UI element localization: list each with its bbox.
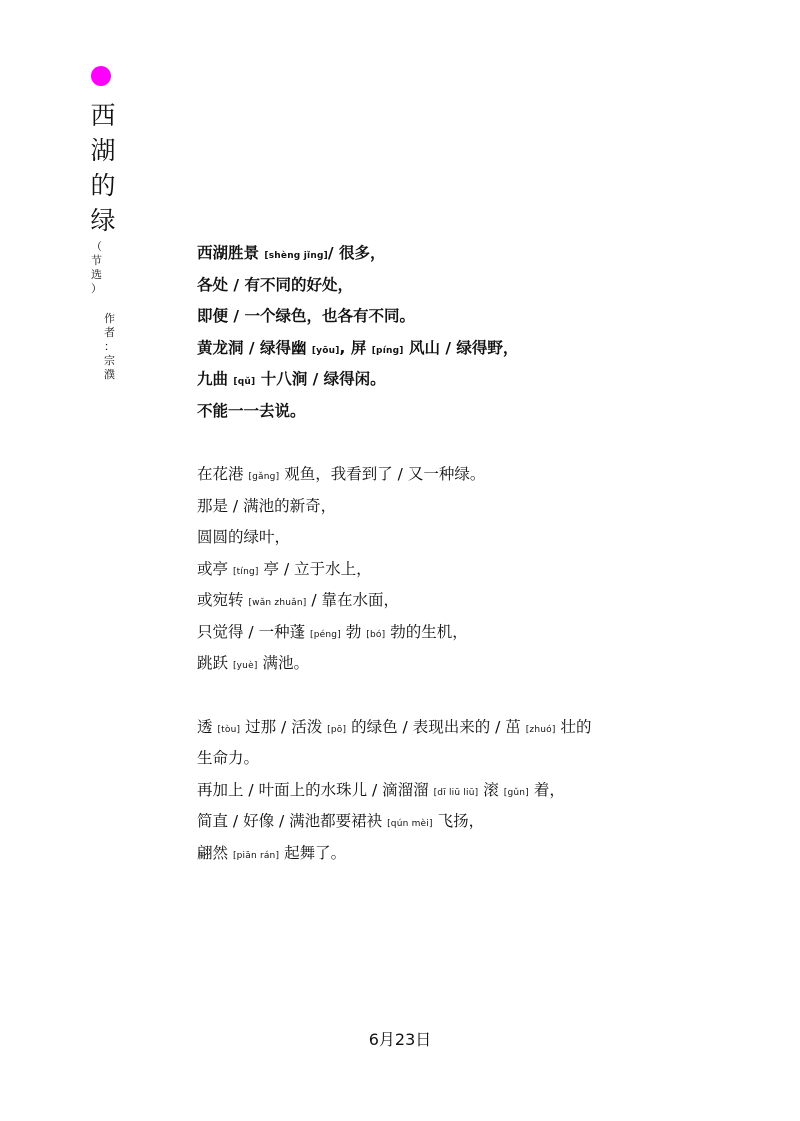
- note-char: 节: [91, 254, 102, 267]
- poem-line: [197, 270, 737, 302]
- title-char: 的: [90, 171, 116, 200]
- poem-line: [197, 585, 737, 617]
- line-text: 着，: [528, 780, 565, 799]
- line-text: 透: [197, 717, 218, 736]
- stanza: [197, 238, 737, 427]
- pinyin-annotation: [dī liū liū]: [433, 787, 479, 798]
- line-text: 壮的: [555, 717, 592, 736]
- poem-line: [197, 238, 737, 270]
- poem-line: [197, 712, 737, 744]
- poem-line: [197, 617, 737, 649]
- poem-line: [197, 775, 737, 807]
- date-footer: 6月23日: [368, 1030, 432, 1049]
- line-text: 满池。: [257, 654, 309, 672]
- poem-line: [197, 364, 737, 396]
- line-text: 黄龙洞 / 绿得幽: [197, 338, 312, 357]
- poem-line: [197, 459, 737, 491]
- poem-line: [197, 743, 737, 775]
- poem-line: [197, 396, 737, 428]
- stanza: [197, 459, 737, 680]
- line-text: / 靠在水面，: [306, 591, 400, 609]
- poem-line: [197, 838, 737, 870]
- line-text: 那是 / 满池的新奇，: [197, 496, 337, 515]
- stanza-gap: [197, 680, 737, 712]
- line-text: 飞扬，: [432, 812, 485, 830]
- pinyin-annotation: [zhuó]: [525, 724, 556, 735]
- note-char: 选: [91, 268, 102, 281]
- poem-line: [197, 491, 737, 523]
- pinyin-annotation: [shèng jǐng]: [264, 251, 328, 261]
- pinyin-annotation: [péng]: [310, 629, 341, 640]
- pinyin-annotation: [yōu]: [311, 345, 340, 356]
- note-char: ）: [91, 282, 102, 295]
- pinyin-annotation: [piān rán]: [232, 850, 280, 861]
- pinyin-annotation: [tòu]: [217, 724, 241, 735]
- note-char: （: [91, 240, 102, 253]
- line-text: / 很多，: [327, 244, 386, 262]
- pinyin-annotation: [píng]: [371, 345, 404, 356]
- pinyin-annotation: [qún mèi]: [387, 819, 433, 829]
- stanza-gap: [197, 427, 737, 459]
- line-text: 观鱼，我看到了 / 又一种绿。: [279, 465, 486, 483]
- title-vertical: [88, 98, 118, 238]
- excerpt-note: [90, 240, 103, 382]
- poem-line: [197, 554, 737, 586]
- line-text: 九曲: [197, 370, 234, 388]
- title-char: 西: [90, 101, 116, 130]
- line-text: 再加上 / 叶面上的水珠儿 / 滴溜溜: [197, 780, 434, 799]
- author-char: 濮: [104, 368, 115, 381]
- line-text: 的绿色 / 表现出来的 / 茁: [346, 717, 526, 736]
- line-text: 圆圆的绿叶，: [197, 528, 291, 546]
- pinyin-annotation: [wǎn zhuǎn]: [248, 598, 307, 608]
- poem-line: [197, 806, 737, 838]
- line-text: 生命力。: [197, 749, 260, 767]
- line-text: 或亭: [197, 559, 233, 578]
- author-char: 作: [104, 312, 115, 325]
- pinyin-annotation: [pō]: [327, 724, 347, 735]
- author-char: 者: [104, 326, 115, 339]
- line-text: 十八涧 / 绿得闲。: [255, 370, 386, 388]
- author-char: ：: [104, 340, 115, 353]
- pinyin-annotation: [qǔ]: [233, 377, 256, 387]
- line-text: 滚: [478, 780, 504, 799]
- poem-body: [197, 238, 737, 869]
- subtitle-vertical: [90, 240, 116, 382]
- line-text: 风山 / 绿得野，: [403, 338, 519, 357]
- pinyin-annotation: [bó]: [366, 629, 386, 640]
- poem-line: [197, 648, 737, 680]
- title-char: 湖: [90, 136, 116, 165]
- line-text: 过那 / 活泼: [240, 717, 328, 736]
- line-text: 简直 / 好像 / 满池都要裙袂: [197, 812, 388, 830]
- line-text: 亭 / 立于水上，: [258, 559, 372, 578]
- pinyin-annotation: [gǎng]: [248, 472, 280, 482]
- line-text: 西湖胜景: [197, 244, 265, 262]
- line-text: 勃的生机，: [385, 622, 468, 641]
- line-text: 不能一一去说。: [197, 401, 306, 420]
- author-char: 宗: [104, 354, 115, 367]
- title-char: 绿: [90, 206, 116, 235]
- line-text: 跳跃: [197, 654, 233, 672]
- accent-dot: [91, 66, 111, 86]
- poem-line: [197, 301, 737, 333]
- stanza: [197, 712, 737, 870]
- line-text: 起舞了。: [279, 843, 347, 862]
- line-text: , 屏: [339, 338, 372, 357]
- pinyin-annotation: [gǔn]: [503, 787, 529, 798]
- poem-line: [197, 333, 737, 365]
- line-text: 勃: [340, 622, 367, 641]
- line-text: 各处 / 有不同的好处，: [197, 275, 353, 294]
- pinyin-annotation: [yuè]: [232, 661, 258, 671]
- line-text: 翩然: [197, 843, 233, 862]
- line-text: 即便 / 一个绿色，也各有不同。: [197, 307, 415, 325]
- line-text: 在花港: [197, 465, 249, 483]
- author-credit: [103, 240, 116, 382]
- poem-line: [197, 522, 737, 554]
- line-text: 只觉得 / 一种蓬: [197, 622, 311, 641]
- pinyin-annotation: [tíng]: [232, 566, 259, 577]
- line-text: 或宛转: [197, 591, 249, 609]
